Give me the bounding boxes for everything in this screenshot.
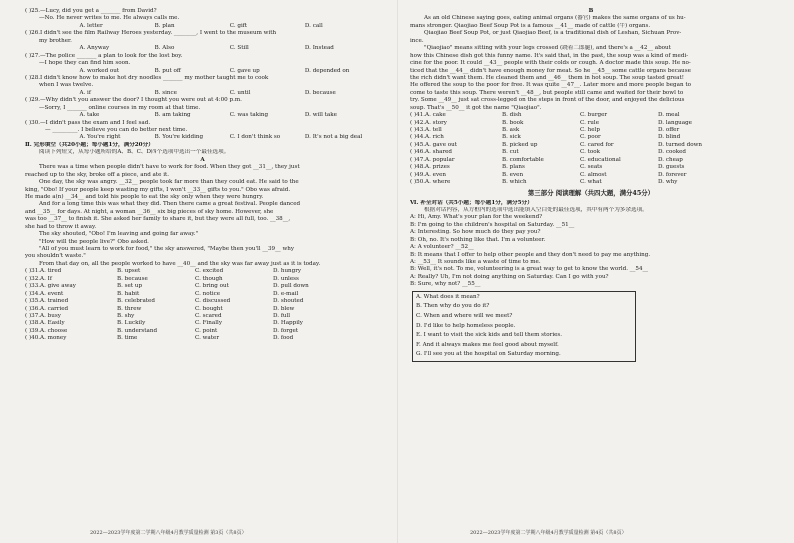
question-line: —Sorry, I _______ online courses in my room at that time. [39,104,201,111]
cloze-a-cell: D. blew [273,305,295,312]
question-line: ( )25.—Lucy, did you get a _______ from David? [25,8,157,14]
passage-a-line: was too __37__ to finish it. She asked her family to share it, but they were all full, too. __38__, [25,216,291,223]
options-box [412,291,636,362]
question-option: B. since [154,89,177,96]
question-option: B. am taking [154,112,191,119]
dialogue-line: B: I'm going to the children's hospital on Saturday. __51__ [410,221,575,228]
cloze-b-cell: B. which [502,179,527,186]
question-option: A. if [79,89,91,96]
cloze-a-cell: B. shy [117,312,135,319]
cloze-b-cell: C. took [580,149,601,156]
cloze-a-cell: ( )33.A. give away [25,283,76,290]
cloze-a-cell: C. bring out [195,283,229,290]
question-option: D. call [304,22,323,29]
passage-a-line: One day, the sky was angry. __32__ people took far more than they could eat. He said to the [39,179,299,186]
cloze-a-cell: B. because [117,275,148,282]
cloze-b-row [410,149,772,156]
cloze-a-cell: C. scared [195,312,222,319]
cloze-a-cell: B. set up [117,283,143,290]
cloze-b-cell: D. cooked [658,149,686,156]
cloze-b-cell: B. cut [502,149,519,156]
cloze-section-title: Ⅱ. 完形填空（共20小题；每小题1分，满分20分） [25,141,154,148]
passage-b-line: ince. [410,37,424,44]
cloze-a-cell: ( )35.A. trained [25,298,69,305]
passage-a-label: A [200,156,205,163]
question-option: D. depended on [304,67,350,74]
cloze-a-row [25,306,380,313]
passage-b-label: B [588,8,594,14]
passage-a-line: And for a long time this was what they did. Then there came a great festival. People danced [39,201,301,208]
question-option [39,112,79,119]
question-option [39,68,79,75]
question-option: A. worked out [79,67,120,74]
passage-b-line: As an old Chinese saying goes, eating animal organs (器官) makes the same organs of us hu- [424,15,686,22]
multiple-choice-section [25,8,380,142]
cloze-b-cell: B. plans [502,164,525,171]
cloze-a-cell: D. hungry [273,268,302,275]
cloze-a-cell: D. unless [273,275,299,282]
cloze-b-cell: D. language [658,119,692,126]
cloze-a-cell: ( )36.A. carried [25,305,69,312]
cloze-b-row [410,157,772,164]
cloze-a-cell: C. water [195,335,219,342]
question-options [25,45,380,52]
question-option: C. I don't think so [229,134,281,141]
cloze-a-cell: D. forget [273,327,299,334]
cloze-a-row [25,291,380,298]
question-option: B. plan [154,22,175,29]
cloze-a-cell: C. bought [195,305,223,312]
question-option: C. until [229,89,251,96]
cloze-b-row [410,142,772,149]
cloze-b-cell: B. book [502,119,524,126]
passage-a-line: "How will the people live?" Obo asked. [39,238,149,245]
question-option: D. It's not a big deal [304,134,363,141]
cloze-b-cell: D. turned down [658,141,702,148]
cloze-b-cell: B. dish [502,112,522,119]
cloze-b-cell: C. rule [580,119,600,126]
dialogue-line: A: A volunteer? __52__ [410,244,474,251]
cloze-b-row [410,127,772,134]
question-option [39,134,79,141]
passage-b-line: the rich didn't want them. He cleaned them and __46__ them in hot soup. The soup tasted great! [410,74,685,81]
cloze-b-cell: C. poor [580,134,601,141]
cloze-a-cell: B. threw [117,305,142,312]
cloze-b-cell: ( )46.A. shared [410,149,453,156]
passage-b-line: come to taste this soup. There weren't __48__, but people still came and waited for their bowl to [410,89,684,96]
passage-a-line: There was a time when people didn't have to work for food. When they got __31__, they just [39,164,300,171]
dialogue-line: B: Oh, no. It's nothing like that. I'm a volunteer. [410,236,546,243]
cloze-a-cell: C. notice [195,290,221,297]
passage-b-line: ticed that the __44__ didn't have enough money for meat. So he __45__ some cattle organs because [410,67,691,74]
cloze-a-cell: C. point [195,327,218,334]
box-option: C. When and where will we meet? [416,312,513,319]
dialogue-line: A: Hi, Amy. What's your plan for the weekend? [410,214,543,221]
passage-a-line: she had to throw it away. [25,223,97,230]
cloze-b-cell: C. cared for [580,141,614,148]
page-divider [397,0,398,543]
cloze-a-cell: ( )34.A. event [25,290,64,297]
cloze-a-cell: C. Finally [195,320,222,327]
question-option: C. gift [229,22,248,29]
question-option: C. gave up [229,67,260,74]
cloze-b-cell: B. ask [502,127,520,133]
box-option: D. I'd like to help homeless people. [416,322,516,329]
cloze-a-cell: ( )32.A. If [25,275,52,282]
cloze-a-row [25,276,380,283]
dialogue-line: A: Really? Uh, I'm not doing anything on Saturday. Can I go with you? [410,273,609,280]
cloze-b-row [410,172,772,179]
question-options [25,90,380,97]
cloze-a-cell: D. pull down [273,283,309,290]
question-options [25,23,380,30]
passage-a-line: you shouldn't waste." [25,253,86,260]
cloze-b-row [410,134,772,141]
cloze-a-row [25,335,380,342]
passage-b-line: soup. That's __50__ it got the name "Qiaojiao". [410,104,542,111]
cloze-b-cell: ( )43.A. tell [410,127,442,133]
question-line: ( )30.—I didn't pass the exam and I feel sad. [25,119,151,126]
left-page [25,8,380,343]
passage-b [410,15,772,112]
cloze-b-cell: ( )47.A. popular [410,156,455,163]
cloze-a-cell: D. food [273,335,294,342]
question-line: —No. He never writes to me. He always calls me. [39,15,180,22]
question-line: ( )26.I didn't see the film Railway Heroes yesterday. ________, I went to the museum with [25,30,277,37]
cloze-a-cell: ( )37.A. busy [25,312,61,319]
cloze-a-cell: D. shouted [273,298,304,305]
question-options [25,134,380,141]
passage-b-line: how this Chinese dish got this funny name. It's said that, in the past, the soup was a kind of medi- [410,52,689,59]
question-option: B. You're kidding [154,134,204,141]
box-option: B. Then why do you do it? [416,303,490,310]
cloze-a-row [25,328,380,335]
question-line: — _________. I believe you can do better next time. [45,127,188,133]
cloze-b-row [410,179,772,186]
cloze-b-cell: B. sick [502,134,521,141]
dialogue-line: B: Sure, why not? __55__ [410,281,481,288]
box-option: E. I want to visit the sick kids and tell them stories. [416,332,563,339]
cloze-b-cell: B. picked up [502,141,538,148]
question-option: D. will take [304,112,337,119]
cloze-b-cell: ( )41.A. cake [410,112,446,119]
cloze-b-cell: D. cheap [658,156,683,163]
question-option: A. take [79,112,100,119]
cloze-a-options [25,268,380,342]
dialogue-line: A: Interesting. So how much do they pay you? [410,229,541,236]
cloze-a-cell: B. celebrated [117,298,155,305]
dialogue [410,214,772,288]
cloze-b-cell: ( )45.A. gave out [410,141,458,148]
question-option: C. Still [229,45,249,52]
passage-b-line: He offered the soup to the poor for free. It was quite __47__. Later more and more people began to [410,82,691,89]
passage-b-line: "Qiaojiao" means sitting with your legs crossed (跷着二郎腿), and there's a __42__ about [424,45,671,52]
cloze-a-cell: D. Happily [273,320,303,327]
passage-b-line: cine for the poor. It could __43__ people with their colds or cough. A doctor made this soup. He no- [410,60,691,67]
dialogue-section-title: Ⅵ. 补全对话（共5小题；每小题1分，满分5分） [410,199,533,206]
cloze-b-cell: ( )48.A. prizes [410,164,450,171]
question-option: D. because [304,89,336,96]
cloze-a-cell: ( )38.A. Easily [25,320,65,327]
cloze-a-cell: B. Luckily [117,320,146,327]
cloze-b-cell: C. seats [580,164,603,171]
cloze-a-cell: B. understand [117,327,158,334]
cloze-b-cell: D. meal [658,112,680,119]
cloze-a-cell: ( )40.A. money [25,335,67,342]
passage-a [25,164,380,268]
passage-a-line: reached up to the sky, broke off a piece, and ate it. [25,171,170,178]
cloze-a-cell: ( )31.A. tired [25,268,62,275]
cloze-a-row [25,298,380,305]
box-option: A. What does it mean? [416,293,480,300]
question-line: my brother. [39,37,72,44]
question-option: B. Also [154,45,175,52]
box-option: G. I'll see you at the hospital on Saturday morning. [416,351,561,358]
passage-b-line: mans stronger. Qiaojiao Beef Soup Pot is a famous __41__ made of cattle (牛) organs. [410,22,651,29]
cloze-b-cell: ( )44.A. rich [410,134,444,141]
passage-a-line: king, "Obo! If your people keep wasting my gifts, I won't __33__ gifts to you." Obo was afraid. [25,186,291,193]
cloze-b-cell: D. blind [658,134,681,141]
box-option: F. And it always makes me feel good about myself. [416,341,559,348]
passage-b-line: try. Some __49__ just sat cross-legged on the steps in front of the door, and enjoyed the delicious [410,97,685,104]
dialogue-line: A: __53__ It sounds like a waste of time to me. [410,259,541,265]
question-option [39,45,79,52]
passage-a-line: "All of you must learn to work for food," the sky answered, "Maybe then you'll __39__ why [39,246,295,252]
cloze-b-cell: C. what [580,179,602,186]
cloze-a-row [25,320,380,327]
question-line: ( )27.—The police _______ a plan to look for the lost boy. [25,52,183,59]
cloze-a-cell: C. excited [195,268,224,275]
dialogue-line: B: It means that I offer to help other people and they don't need to pay me anything. [410,251,651,258]
cloze-b-cell: C. burger [580,112,608,119]
cloze-b-cell: C. almost [580,171,607,178]
cloze-a-cell: B. habit [117,290,140,297]
question-option: C. was taking [229,112,269,119]
cloze-b-cell: D. forever [658,171,687,178]
cloze-b-cell: ( )42.A. story [410,119,447,126]
cloze-b-cell: B. even [502,171,524,178]
passage-a-line: He made a(n) __34__ and told his people to eat the sky only when they were hungry. [25,193,264,200]
cloze-a-cell: C. discussed [195,298,231,305]
question-option [39,23,79,30]
cloze-a-cell: B. time [117,335,138,342]
cloze-a-cell: ( )39.A. choose [25,327,68,334]
passage-a-line: From that day on, all the people worked to have __40__ and the sky was far away just as it is today. [39,260,321,267]
question-line: when I was twelve. [39,82,94,89]
cloze-b-cell: ( )49.A. even [410,171,447,178]
question-line: —I hope they can find him soon. [39,60,131,67]
question-option: B. put off [154,67,181,74]
footer-right: 2022—2023学年度第二学期八年级4月教学质量检测 第4页（共8页） [470,530,627,536]
question-option: A. Anyway [79,45,110,52]
cloze-b-cell: ( )50.A. where [410,179,451,186]
dialogue-instruction: 根据对话内容，从方框内的选项中选出能填入空白处的最佳选项，其中有两个为多余选项。 [424,206,648,213]
cloze-b-cell: D. why [658,179,678,186]
question-line: ( )29.—Why didn't you answer the door? I thought you were out at 4:00 p.m. [25,97,242,104]
cloze-b-cell: B. comfortable [502,156,544,163]
cloze-b-options [410,112,772,186]
cloze-b-cell: C. educational [580,156,621,163]
question-option: A. letter [79,22,103,29]
footer-left: 2022—2023学年度第二学期八年级4月教学质量检测 第3页（共8页） [90,530,247,536]
question-options [25,68,380,75]
question-option: A. You're right [79,134,121,141]
cloze-b-row [410,164,772,171]
part-three-title: 第三部分 阅读理解（共四大题，满分45分） [527,188,655,197]
cloze-instruction: 阅读下列短文，从每小题所给的A、B、C、D四个选项中选出一个最佳选项。 [39,149,230,156]
question-option: D. Instead [304,45,334,52]
cloze-b-row [410,112,772,119]
passage-a-line: and __35__ for days. At night, a woman __36__ six big pieces of sky home. However, she [25,208,274,215]
question-options [25,112,380,119]
cloze-a-row [25,283,380,290]
passage-b-line: Qiaojiao Beef Soup Pot, or just Qiaojiao Beef, is a traditional dish of Leshan, Sichuan Prov- [424,30,682,37]
cloze-a-row [25,313,380,320]
cloze-a-cell: C. though [195,275,223,282]
cloze-b-row [410,120,772,127]
cloze-b-cell: D. offer [658,127,680,133]
cloze-b-cell: D. guests [658,164,685,171]
cloze-a-cell: D. full [273,312,291,319]
dialogue-line: B: Well, it's not. To me, volunteering is a great way to get to know the world. __54__ [410,266,649,273]
cloze-a-cell: D. e-mail [273,290,299,297]
question-line: ( )28.I didn't know how to make hot dry noodles _______ my mother taught me to cook [25,74,269,81]
cloze-a-row [25,268,380,275]
right-page [410,8,772,362]
passage-a-line: The sky shouted, "Obo! I'm leaving and going far away." [39,231,199,238]
cloze-a-cell: B. upset [117,268,141,275]
cloze-b-cell: C. help [580,127,600,133]
question-option [39,90,79,97]
